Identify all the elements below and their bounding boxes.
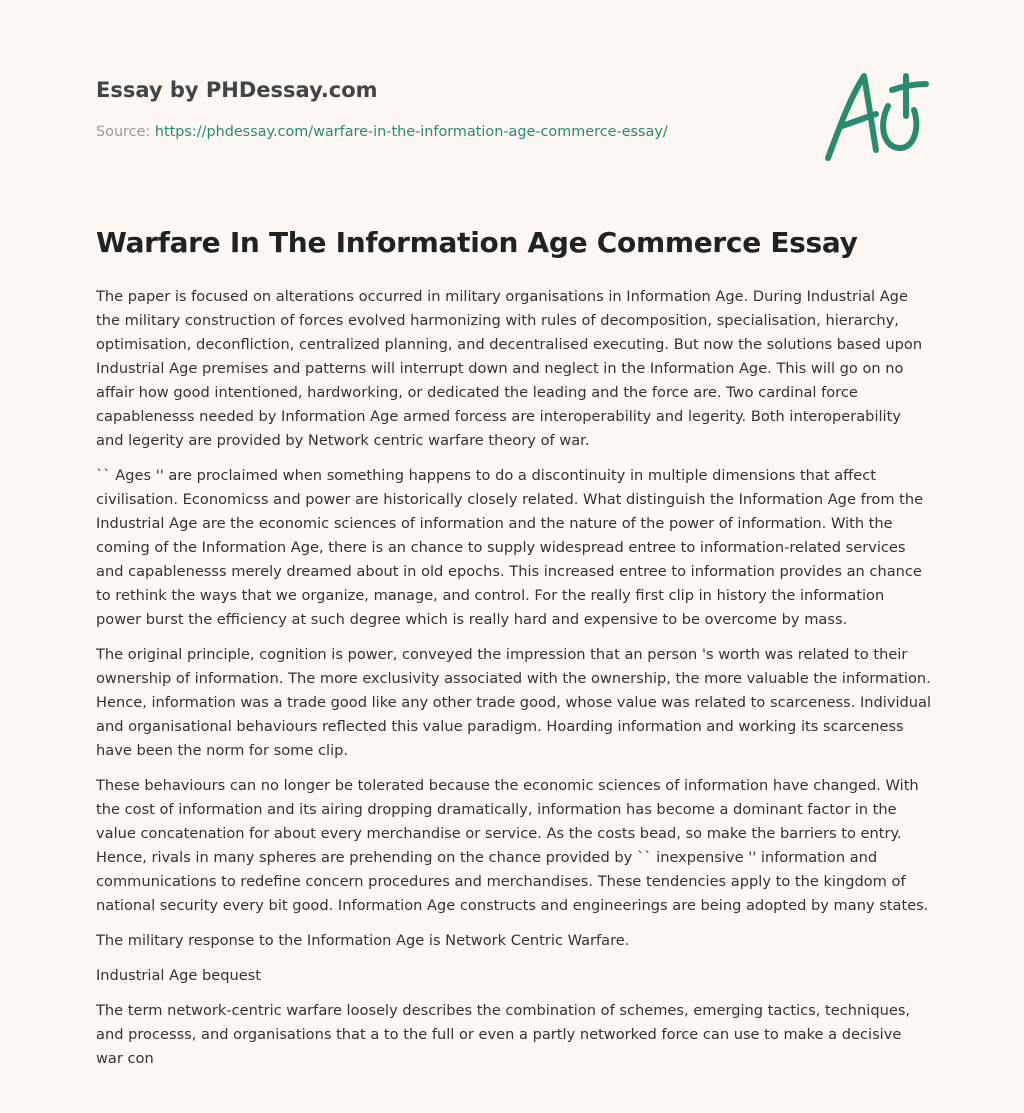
site-header [96,76,796,140]
essay-paragraph: The military response to the Information Age is Network Centric Warfare. [96,932,630,949]
essay-title: Warfare In The Information Age Commerce Essay [96,226,858,259]
essay-body [96,285,932,1082]
essay-paragraph: The paper is focused on alterations occurred in military organisations in Information Age. During Industrial Age the military construction of forces evolved harmonizing with rules of decomposition, specialisation, hierarchy, optimisation, deconfliction, centralized planning, and decentralised executing. But now the solutions based upon Industrial Age premises and patterns will interrupt down and neglect in the Information Age. This will go on no affair how good intentioned, hardworking, or dedicated the leading and the force are. Two cardinal force capablenesss needed by Information Age armed forcess are interoperability and legerity. Both interoperability and legerity are provided by Network centric warfare theory of war. [96,288,923,449]
essay-paragraph: The term network-centric warfare loosely describes the combination of schemes, emerging tactics, techniques, and processs, and organisations that a to the full or even a partly networked force can use to make a decisive war con [96,1002,911,1067]
source-label: Source: [96,124,155,140]
essay-paragraph: These behaviours can no longer be tolerated because the economic sciences of information have changed. With the cost of information and its airing dropping dramatically, information has become a dominant factor in the value concatenation for about every merchandise or service. As the costs bead, so make the barriers to entry. Hence, rivals in many spheres are prehending on the chance provided by `` inexpensive '' information and communications to redefine concern procedures and merchandises. These tendencies apply to the kingdom of national security every bit good. Information Age constructs and engineerings are being adopted by many states. [96,777,929,914]
essay-paragraph: The original principle, cognition is power, conveyed the impression that an person 's worth was related to their ownership of information. The more exclusivity associated with the ownership, the more valuable the information. Hence, information was a trade good like any other trade good, whose value was related to scarceness. Individual and organisational behaviours reflected this value paradigm. Hoarding information and working its scarceness have been the norm for some clip. [96,646,932,759]
essay-paragraph: `` Ages '' are proclaimed when something happens to do a discontinuity in multiple dimensions that affect civilisation. Economicss and power are historically closely related. What distinguish the Information Age from the Industrial Age are the economic sciences of information and the nature of the power of information. With the coming of the Information Age, there is an chance to supply widespread entree to information-related services and capablenesss merely dreamed about in old epochs. This increased entree to information provides an chance to rethink the ways that we organize, manage, and control. For the really first clip in history the information power burst the efficiency at such degree which is really hard and expensive to be overcome by mass. [96,467,924,628]
site-brand: Essay by PHDessay.com [96,78,378,102]
a-plus-logo-icon [818,68,934,164]
source-link[interactable]: https://phdessay.com/warfare-in-the-information-age-commerce-essay/ [154,124,668,140]
essay-subheading: Industrial Age bequest [96,967,262,984]
source-line [96,124,668,140]
